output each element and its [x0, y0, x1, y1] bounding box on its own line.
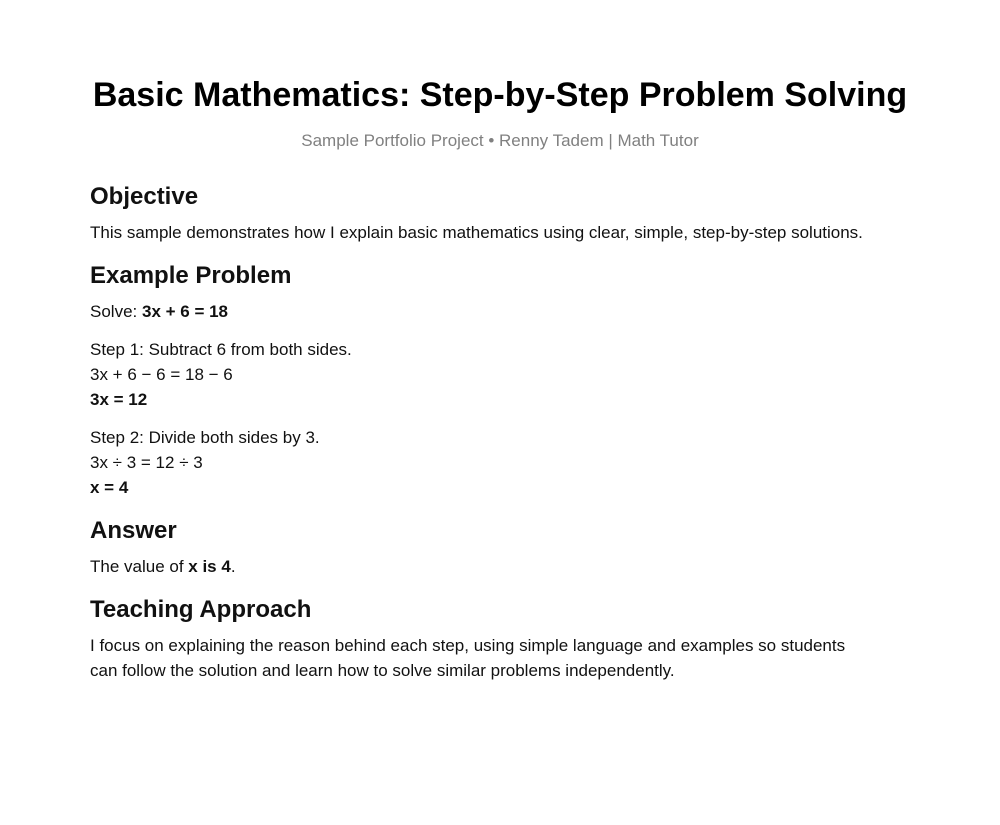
answer-heading: Answer	[90, 517, 177, 544]
teaching-line-1: I focus on explaining the reason behind each step, using simple language and examples so students	[90, 636, 846, 655]
page-subtitle: Sample Portfolio Project • Renny Tadem | Math Tutor	[301, 131, 699, 150]
answer-emphasis: x is 4	[188, 557, 231, 576]
step-2-work: 3x ÷ 3 = 12 ÷ 3	[90, 453, 203, 472]
answer-text	[90, 554, 910, 579]
answer-suffix: .	[230, 557, 236, 576]
objective-heading: Objective	[90, 183, 199, 210]
step-1-work: 3x + 6 − 6 = 18 − 6	[90, 365, 233, 384]
step-2-result: x = 4	[90, 478, 129, 497]
objective-section	[90, 182, 910, 245]
step-1-text: Step 1: Subtract 6 from both sides.	[90, 340, 352, 359]
answer-section	[90, 516, 910, 579]
solve-line	[90, 299, 910, 324]
step-2	[90, 425, 910, 500]
example-problem-heading: Example Problem	[90, 262, 292, 289]
page-title: Basic Mathematics: Step-by-Step Problem Solving	[92, 76, 908, 114]
answer-prefix: The value of	[90, 557, 189, 576]
example-problem-section	[90, 261, 910, 500]
teaching-approach-heading: Teaching Approach	[90, 596, 312, 623]
step-1-result: 3x = 12	[90, 390, 148, 409]
teaching-approach-text	[90, 633, 910, 683]
solve-label: Solve:	[90, 302, 142, 321]
teaching-approach-section	[90, 595, 910, 683]
problem-equation: 3x + 6 = 18	[141, 302, 229, 321]
objective-text: This sample demonstrates how I explain basic mathematics using clear, simple, step-by-step solutions.	[90, 223, 863, 242]
teaching-line-2: can follow the solution and learn how to solve similar problems independently.	[90, 661, 675, 680]
step-2-text: Step 2: Divide both sides by 3.	[90, 428, 320, 447]
step-1	[90, 337, 910, 412]
